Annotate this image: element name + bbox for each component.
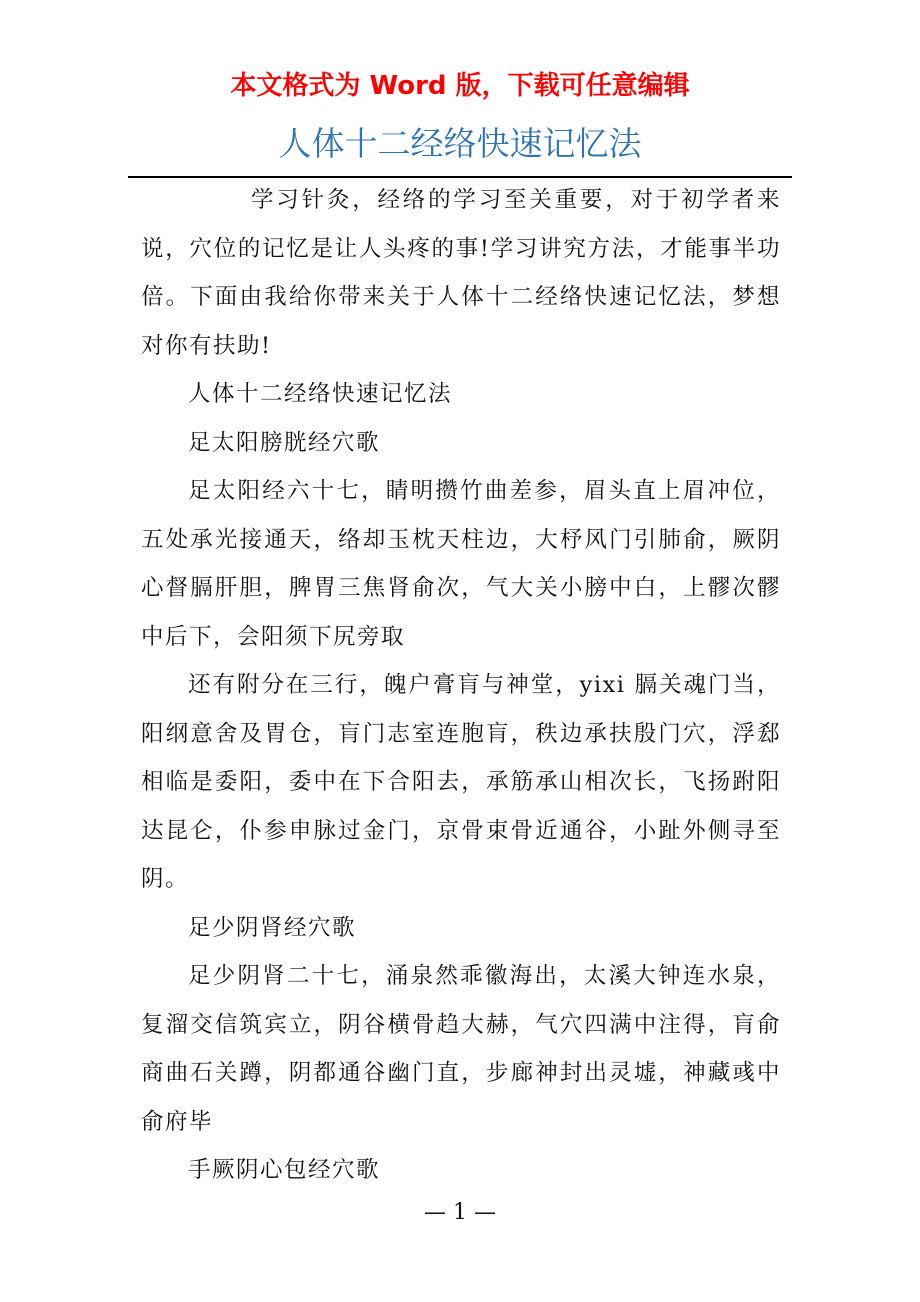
bladder-meridian-heading: 足太阳膀胱经穴歌 <box>188 429 381 456</box>
kidney-meridian-heading: 足少阴肾经穴歌 <box>188 914 357 941</box>
document-title: 人体十二经络快速记忆法 <box>278 124 642 163</box>
download-banner: 本文格式为 Word 版，下载可任意编辑 <box>230 71 690 101</box>
kidney-meridian-verse: 足少阴肾二十七，涌泉然乖徽海出，太溪大钟连水泉，复溜交信筑宾立，阴谷横骨趋大赫，气穴四满中注得，肓俞商曲石关蹲，阴都通谷幽门直，步廊神封出灵墟，神藏彧中俞府毕 <box>141 963 781 1135</box>
pericardium-meridian-heading: 手厥阴心包经穴歌 <box>188 1157 381 1183</box>
bladder-meridian-verse-1: 足太阳经六十七，睛明攒竹曲差参，眉头直上眉冲位，五处承光接通天，络却玉枕天柱边，大杼风门引肺俞，厥阴心督膈肝胆，脾胃三焦肾俞次，气大关小膀中白，上髎次髎中后下，会阳须下尻旁取 <box>141 478 781 650</box>
page-number: — 1 — <box>424 1200 496 1225</box>
bladder-meridian-verse-2: 还有附分在三行，魄户膏肓与神堂，yixi 膈关魂门当，阳纲意舍及胃仓，肓门志室连胞肓，秩边承扶殷门穴，浮郄相临是委阳，委中在下合阳去，承筋承山相次长，飞扬跗阳达昆仑，仆参申脉过金门，京骨束骨近通谷，小趾外侧寻至阴。 <box>141 672 781 892</box>
document-body <box>141 176 781 1195</box>
intro-paragraph: 学习针灸，经络的学习至关重要，对于初学者来说，穴位的记忆是让人头疼的事!学习讲究方法，才能事半功倍。下面由我给你带来关于人体十二经络快速记忆法，梦想对你有扶助! <box>141 187 781 359</box>
section-heading: 人体十二经络快速记忆法 <box>188 381 453 407</box>
